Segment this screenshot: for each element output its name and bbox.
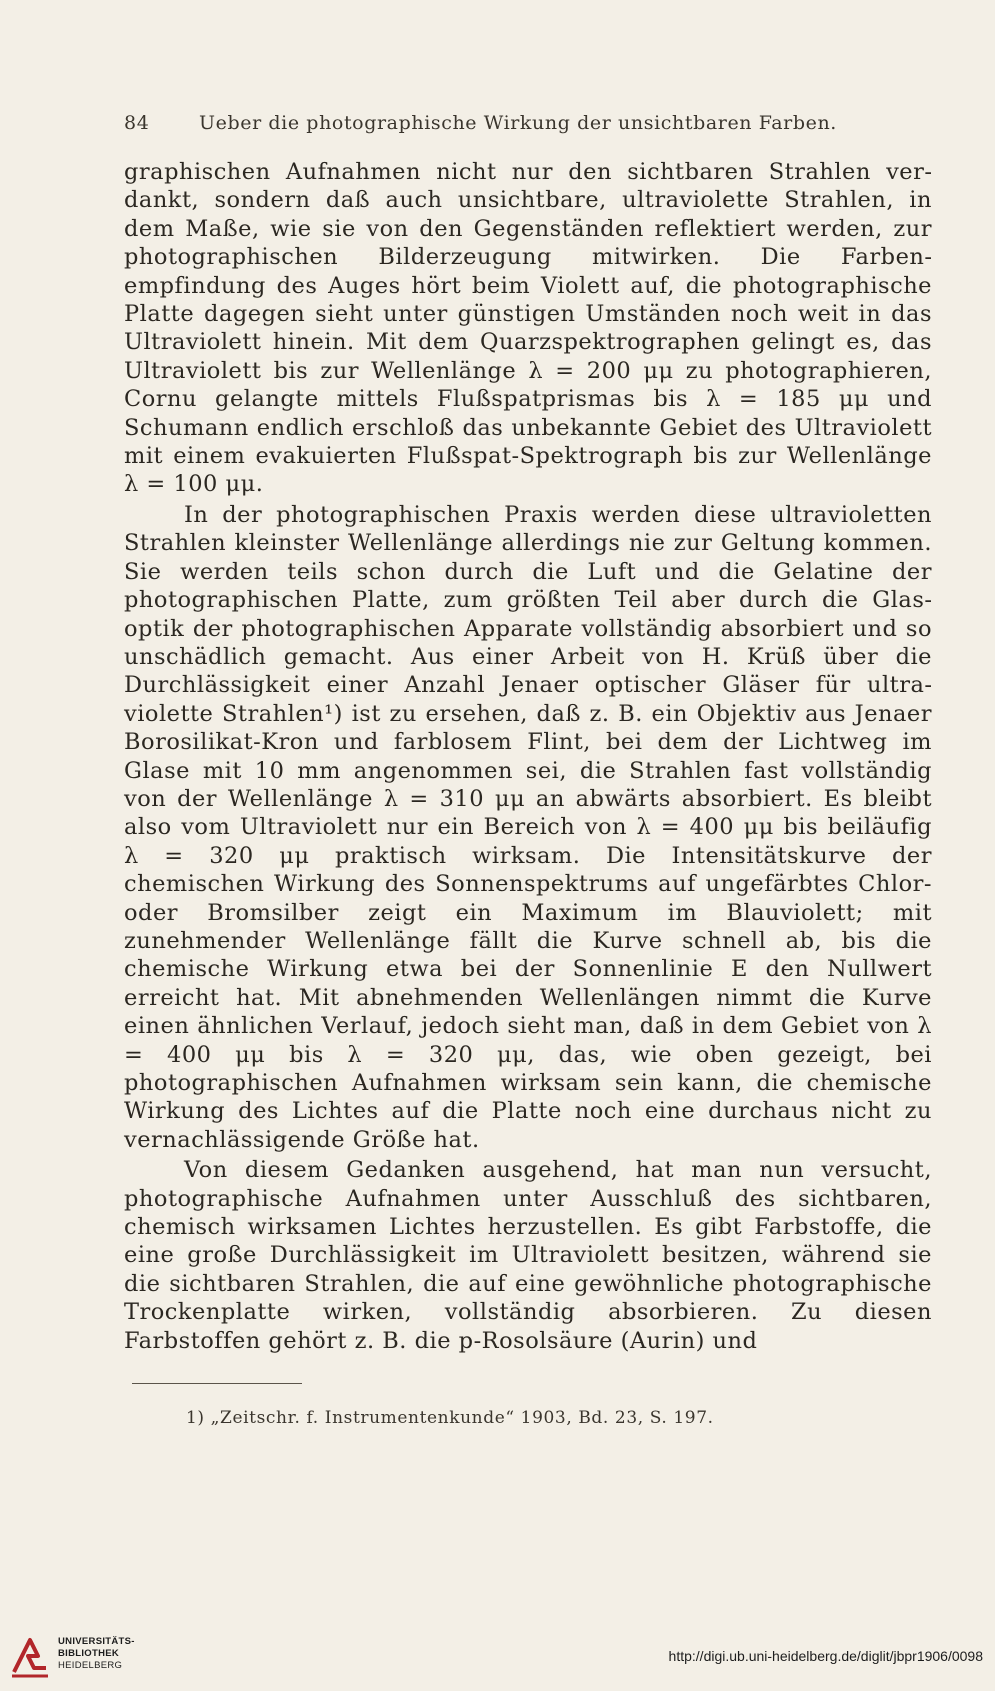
logo-line-3: HEIDELBERG xyxy=(58,1660,123,1671)
body-text xyxy=(124,158,932,1355)
page-number: 84 xyxy=(124,112,150,134)
logo-line-1: UNIVERSITÄTS- xyxy=(58,1636,135,1647)
paragraph-2: In der photographischen Praxis werden diese ultravioletten Strahlen kleinster Wellenlänge allerdings nie zur Geltung kommen. Sie werden teils schon durch die Luft und die Gelatine der photographischen Platte, zum größten Teil aber durch die Glasoptik der photographischen Apparate vollständig absorbiert und so unschädlich gemacht. Aus einer Arbeit von H. Krüß über die Durchlässigkeit einer Anzahl Jenaer optischer Gläser für ultraviolette Strahlen¹) ist zu ersehen, daß z. B. ein Objektiv aus Jenaer Borosilikat-Kron und farblosem Flint, bei dem der Lichtweg im Glase mit 10 mm angenommen sei, die Strahlen fast vollständig von der Wellenlänge λ = 310 μμ an abwärts absorbiert. Es bleibt also vom Ultraviolett nur ein Bereich von λ = 400 μμ bis beiläufig λ = 320 μμ praktisch wirksam. Die Intensitätskurve der chemischen Wirkung des Sonnenspektrums auf ungefärbtes Chlor- oder Bromsilber zeigt ein Maximum im Blauviolett; mit zunehmender Wellenlänge fällt die Kurve schnell ab, bis die chemische Wirkung etwa bei der Sonnenlinie E den Nullwert erreicht hat. Mit abnehmenden Wellenlängen nimmt die Kurve einen ähnlichen Verlauf, jedoch sieht man, daß in dem Gebiet von λ = 400 μμ bis λ = 320 μμ, das, wie oben gezeigt, bei photographischen Aufnahmen wirksam sein kann, die chemische Wirkung des Lichtes auf die Platte noch eine durchaus nicht zu vernachlässigende Größe hat. xyxy=(124,501,932,1153)
running-header xyxy=(124,112,934,134)
library-seal-icon xyxy=(8,1632,52,1678)
paragraph-3: Von diesem Gedanken ausgehend, hat man nun versucht, photographische Aufnahmen unter Ausschluß des sichtbaren, chemisch wirksamen Lichtes herzustellen. Es gibt Farbstoffe, die eine große Durchlässigkeit im Ultraviolett besitzen, während sie die sichtbaren Strahlen, die auf eine gewöhnliche photographische Trockenplatte wirken, vollständig absorbieren. Zu diesen Farbstoffen gehört z. B. die p-Rosolsäure (Aurin) und xyxy=(124,1157,932,1354)
footnote: 1) „Zeitschr. f. Instrumentenkunde“ 1903, Bd. 23, S. 197. xyxy=(186,1408,714,1428)
paragraph-1: graphischen Aufnahmen nicht nur den sichtbaren Strahlen verdankt, sondern daß auch unsichtbare, ultraviolette Strahlen, in dem Maße, wie sie von den Gegenständen reflektiert werden, zur photographischen Bilderzeugung mitwirken. Die Farbenempfindung des Auges hört beim Violett auf, die photographische Platte dagegen sieht unter günstigen Umständen noch weit in das Ultraviolett hinein. Mit dem Quarzspektrographen gelingt es, das Ultraviolett bis zur Wellenlänge λ = 200 μμ zu photographieren, Cornu gelangte mittels Flußspatprismas bis λ = 185 μμ und Schumann endlich erschloß das unbekannte Gebiet des Ultraviolett mit einem evakuierten Flußspat-Spektrograph bis zur Wellenlänge λ = 100 μμ. xyxy=(124,159,932,498)
library-logo xyxy=(8,1632,135,1682)
source-url[interactable]: http://digi.ub.uni-heidelberg.de/diglit/jbpr1906/0098 xyxy=(668,1648,983,1664)
running-title: Ueber die photographische Wirkung der unsichtbaren Farben. xyxy=(199,112,837,134)
footnote-rule xyxy=(132,1383,302,1384)
logo-line-2: BIBLIOTHEK xyxy=(58,1648,120,1659)
